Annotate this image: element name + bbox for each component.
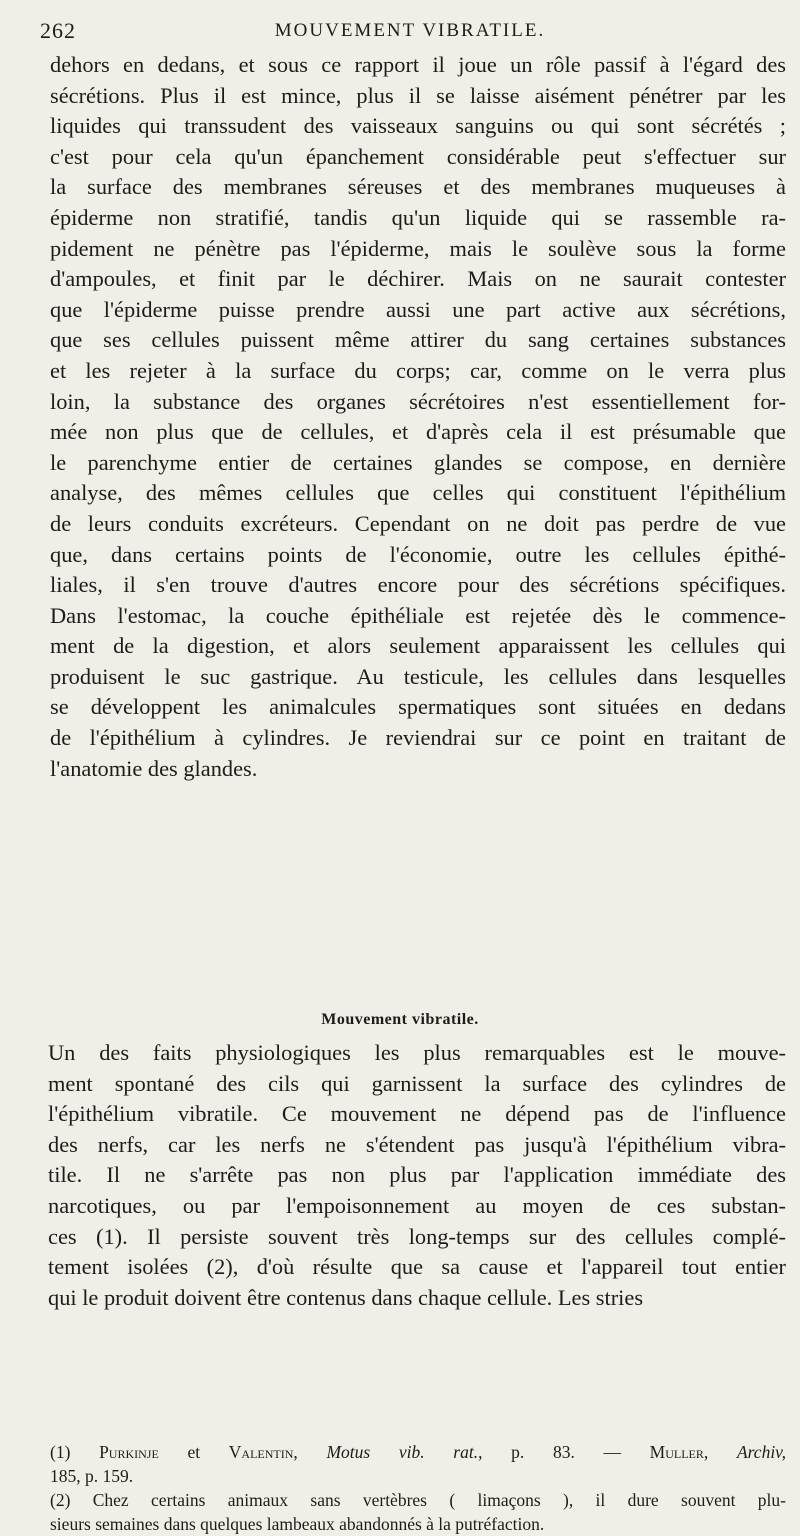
- footnote-1: [50, 1440, 786, 1488]
- footnote-author: Purkinje: [99, 1442, 159, 1462]
- running-title: MOUVEMENT VIBRATILE.: [274, 20, 546, 41]
- text-line: sécrétions. Plus il est mince, plus il se laisse aisément pénétrer par les: [50, 82, 786, 108]
- text-line: ment de la digestion, et alors seulement apparaissent les cellules qui: [50, 633, 786, 659]
- text-line: de l'épithélium à cylindres. Je reviendrai sur ce point en traitant de: [50, 725, 786, 751]
- footnote-2-line: (2) Chez certains animaux sans vertèbres ( limaçons ), il dure souvent plu-: [50, 1490, 786, 1510]
- text-line: qui le produit doivent être contenus dans chaque cellule. Les stries: [48, 1284, 644, 1310]
- footnote-reference: , p. 83. —: [478, 1442, 621, 1462]
- text-line: la surface des membranes séreuses et des membranes muqueuses à: [50, 174, 786, 200]
- footnote-journal: Archiv,: [736, 1442, 787, 1462]
- footnote-author: Valentin: [228, 1442, 294, 1462]
- text-line: narcotiques, ou par l'empoisonnement au moyen de ces substan-: [48, 1192, 786, 1218]
- page-header: [40, 18, 780, 50]
- text-line: liquides qui transsudent des vaisseaux sanguins ou qui sont sécrétés ;: [50, 113, 786, 139]
- footnote-1-line-2: 185, p. 159.: [50, 1466, 134, 1486]
- text-line: analyse, des mêmes cellules que celles qui constituent l'épithélium: [50, 480, 786, 506]
- text-line: que ses cellules puissent même attirer du sang certaines substances: [50, 327, 786, 353]
- text-line: liales, il s'en trouve d'autres encore pour des sécrétions spécifiques.: [50, 572, 786, 598]
- text-line: le parenchyme entier de certaines glandes se compose, en dernière: [50, 449, 786, 475]
- text-line: de leurs conduits excréteurs. Cependant on ne doit pas perdre de vue: [50, 510, 786, 536]
- footnote-2: [50, 1488, 786, 1536]
- text-line: des nerfs, car les nerfs ne s'étendent pas jusqu'à l'épithélium vibra-: [48, 1131, 786, 1157]
- text-line: l'anatomie des glandes.: [50, 755, 258, 781]
- paragraph-1: [50, 50, 786, 784]
- footnotes: [50, 1440, 786, 1536]
- text-line: tile. Il ne s'arrête pas non plus par l'application immédiate des: [48, 1162, 786, 1188]
- footnote-conjunction: et: [187, 1442, 201, 1462]
- text-line: l'épithélium vibratile. Ce mouvement ne dépend pas de l'influence: [48, 1101, 786, 1127]
- text-line: produisent le suc gastrique. Au testicule, les cellules dans lesquelles: [50, 663, 786, 689]
- text-line: Un des faits physiologiques les plus remarquables est le mouve-: [48, 1040, 786, 1065]
- text-line: et les rejeter à la surface du corps; car, comme on le verra plus: [50, 357, 786, 383]
- text-line: d'ampoules, et finit par le déchirer. Mais on ne saurait contester: [50, 266, 786, 292]
- second-paragraph: [48, 1038, 786, 1313]
- text-line: loin, la substance des organes sécrétoires n'est essentiellement for-: [50, 388, 786, 414]
- text-line: mée non plus que de cellules, et d'après cela il est présumable que: [50, 419, 786, 445]
- text-line: ment spontané des cils qui garnissent la surface des cylindres de: [48, 1070, 786, 1096]
- footnote-author: Muller: [649, 1442, 704, 1462]
- text-line: pidement ne pénètre pas l'épiderme, mais le soulève sous la forme: [50, 235, 786, 261]
- main-paragraph: [50, 50, 786, 784]
- footnote-1-line-1: (1) Purkinje et Valentin, Motus vib. rat., p. 83. — Muller, Archiv,: [50, 1442, 787, 1462]
- footnote-work: Motus vib. rat.: [326, 1442, 479, 1462]
- text-line: que, dans certains points de l'économie, outre les cellules épithé-: [50, 541, 786, 567]
- text-line: se développent les animalcules spermatiques sont situées en dedans: [50, 694, 786, 720]
- page-number: 262: [40, 18, 76, 43]
- text-line: Dans l'estomac, la couche épithéliale est rejetée dès le commence-: [50, 602, 786, 628]
- text-line: épiderme non stratifié, tandis qu'un liquide qui se rassemble ra-: [50, 204, 786, 230]
- footnote-2-line: sieurs semaines dans quelques lambeaux abandonnés à la putréfaction.: [50, 1514, 545, 1534]
- section-heading: Mouvement vibratile.: [321, 1011, 479, 1028]
- footnote-marker: (1): [50, 1442, 71, 1462]
- text-line: que l'épiderme puisse prendre aussi une part active aux sécrétions,: [50, 296, 786, 322]
- paragraph-2: [48, 1038, 786, 1313]
- text-line: tement isolées (2), d'où résulte que sa cause et l'appareil tout entier: [48, 1254, 786, 1280]
- text-line: dehors en dedans, et sous ce rapport il joue un rôle passif à l'égard des: [50, 52, 786, 77]
- text-line: c'est pour cela qu'un épanchement considérable peut s'effectuer sur: [50, 143, 786, 169]
- text-line: ces (1). Il persiste souvent très long-temps sur des cellules complé-: [48, 1223, 786, 1249]
